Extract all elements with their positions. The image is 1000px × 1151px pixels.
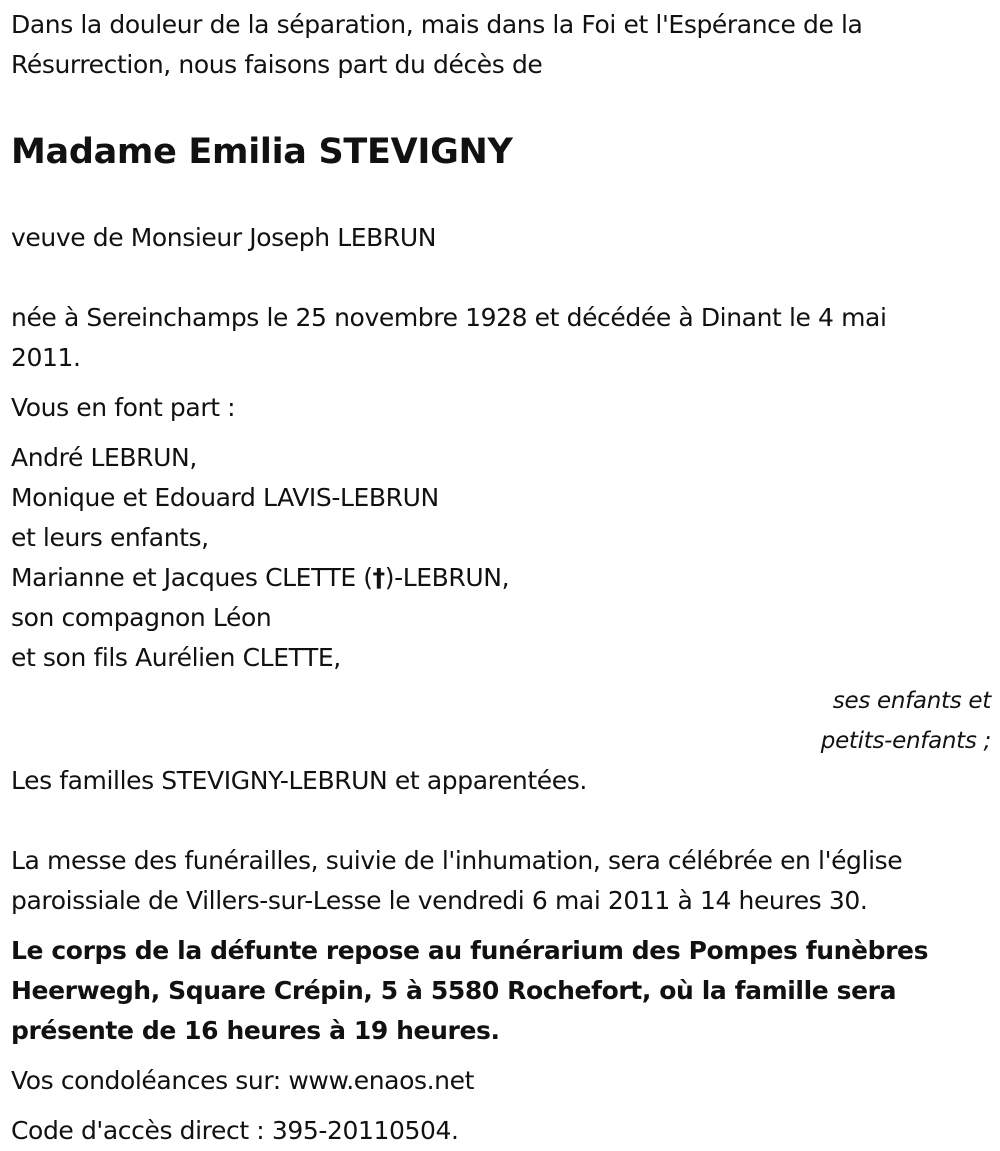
funeral-home-line-1: Le corps de la défunte repose au funérarium des Pompes funèbres (11, 936, 929, 965)
birth-death-line-2: 2011. (11, 343, 81, 372)
relation-line-2: petits-enfants ; (820, 728, 991, 754)
access-code-line: Code d'accès direct : 395-20110504. (11, 1116, 459, 1145)
funeral-home-line-3: présente de 16 heures à 19 heures. (11, 1016, 500, 1045)
announce-label: Vous en font part : (11, 393, 236, 422)
family-member: Monique et Edouard LAVIS-LEBRUN (11, 483, 439, 512)
family-member-suffix: )-LEBRUN, (384, 563, 510, 592)
family-member: son compagnon Léon (11, 603, 272, 632)
family-member: et leurs enfants, (11, 523, 209, 552)
family-member: et son fils Aurélien CLETTE, (11, 643, 341, 672)
family-member (11, 558, 991, 598)
mass-line-2: paroissiale de Villers-sur-Lesse le vendredi 6 mai 2011 à 14 heures 30. (11, 886, 868, 915)
condolences-line: Vos condoléances sur: www.enaos.net (11, 1066, 474, 1095)
family-member: André LEBRUN, (11, 443, 197, 472)
birth-death-line-1: née à Sereinchamps le 25 novembre 1928 et décédée à Dinant le 4 mai (11, 303, 887, 332)
family-member-prefix: Marianne et Jacques CLETTE ( (11, 563, 373, 592)
cross-symbol: † (372, 563, 385, 592)
deceased-name: Madame Emilia STEVIGNY (11, 132, 513, 172)
family-list (11, 438, 991, 678)
obituary-notice (11, 0, 991, 1151)
funeral-home-line-2: Heerwegh, Square Crépin, 5 à 5580 Rochefort, où la famille sera (11, 976, 897, 1005)
families-line: Les familles STEVIGNY-LEBRUN et apparentées. (11, 766, 587, 795)
mass-line-1: La messe des funérailles, suivie de l'inhumation, sera célébrée en l'église (11, 846, 903, 875)
relation-line-1: ses enfants et (832, 688, 991, 714)
intro-line-2: Résurrection, nous faisons part du décès de (11, 50, 543, 79)
funeral-home-paragraph (11, 931, 991, 1051)
intro-line-1: Dans la douleur de la séparation, mais dans la Foi et l'Espérance de la (11, 10, 863, 39)
widow-line: veuve de Monsieur Joseph LEBRUN (11, 223, 437, 252)
